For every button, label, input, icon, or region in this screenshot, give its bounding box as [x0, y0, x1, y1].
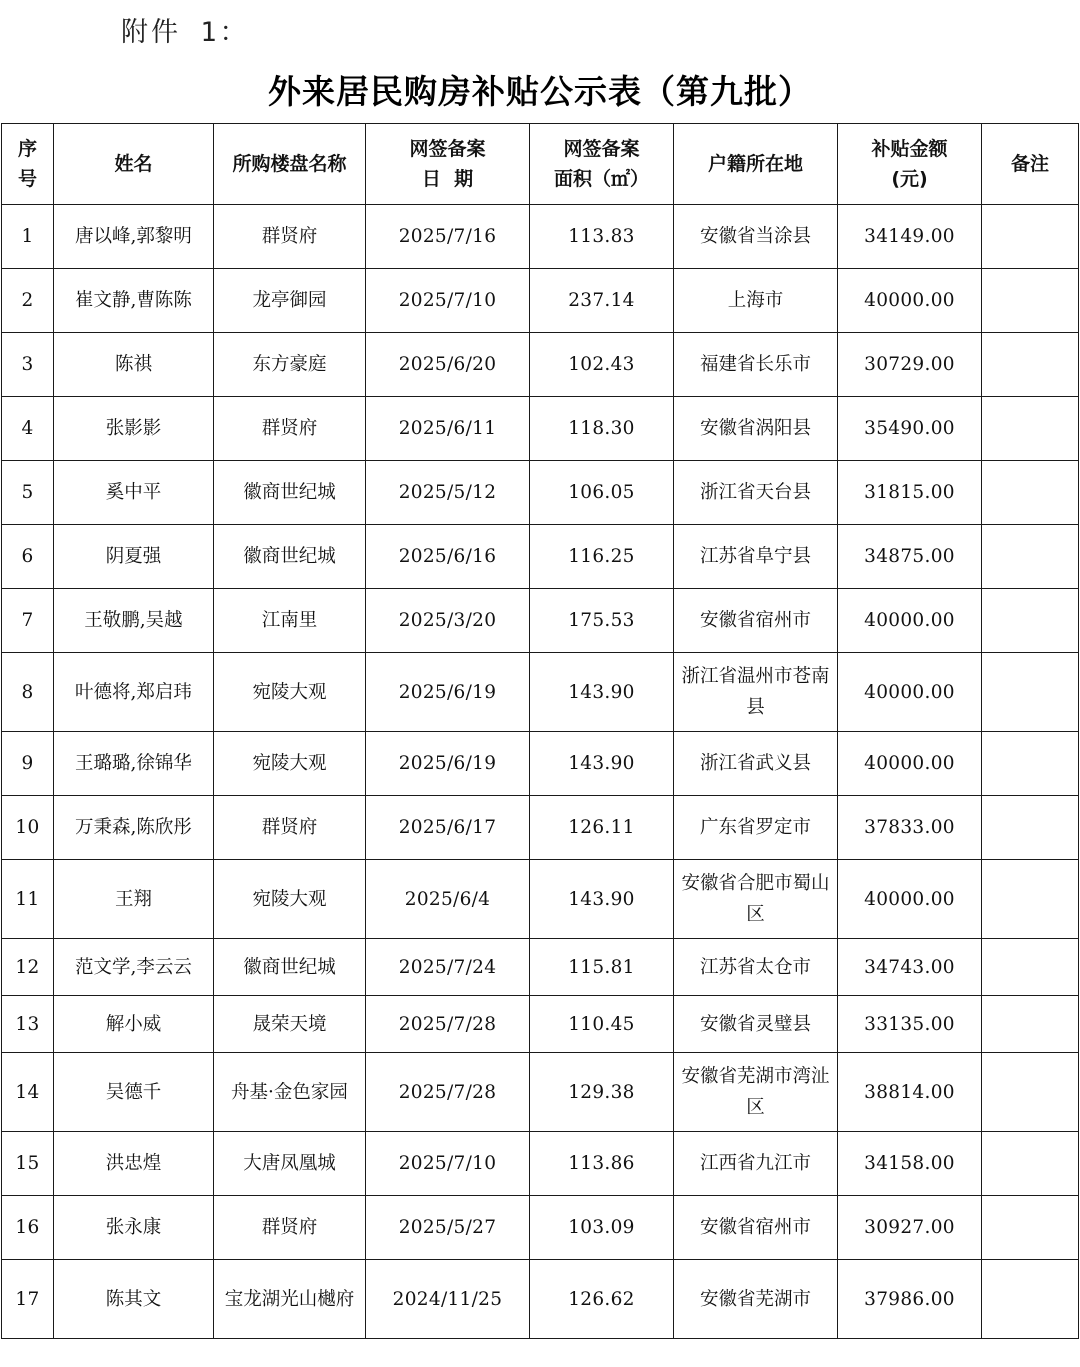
- cell-amount: 40000.00: [838, 589, 982, 653]
- table-row: [2, 205, 1079, 269]
- cell-amount: 35490.00: [838, 397, 982, 461]
- cell-date: 2025/7/16: [366, 205, 530, 269]
- cell-remark: [982, 796, 1079, 860]
- cell-project: 徽商世纪城: [214, 525, 366, 589]
- cell-amount: 33135.00: [838, 996, 982, 1053]
- cell-remark: [982, 397, 1079, 461]
- cell-date: 2025/5/27: [366, 1196, 530, 1260]
- cell-name: 崔文静,曹陈陈: [54, 269, 214, 333]
- cell-area: 143.90: [530, 653, 674, 732]
- cell-amount: 34158.00: [838, 1132, 982, 1196]
- header-amount: [838, 124, 982, 205]
- cell-amount: 40000.00: [838, 269, 982, 333]
- cell-project: 群贤府: [214, 205, 366, 269]
- header-area: [530, 124, 674, 205]
- cell-index: 6: [2, 525, 54, 589]
- cell-area: 110.45: [530, 996, 674, 1053]
- cell-date: 2025/6/20: [366, 333, 530, 397]
- cell-index: 10: [2, 796, 54, 860]
- cell-remark: [982, 333, 1079, 397]
- cell-name: 万秉森,陈欣彤: [54, 796, 214, 860]
- cell-project: 舟基·金色家园: [214, 1053, 366, 1132]
- cell-index: 3: [2, 333, 54, 397]
- cell-date: 2025/6/4: [366, 860, 530, 939]
- cell-name: 叶德将,郑启玮: [54, 653, 214, 732]
- subsidy-table: [1, 123, 1079, 1339]
- cell-remark: [982, 732, 1079, 796]
- cell-hukou: 浙江省天台县: [674, 461, 838, 525]
- table-row: [2, 860, 1079, 939]
- cell-hukou: 江苏省太仓市: [674, 939, 838, 996]
- table-row: [2, 589, 1079, 653]
- cell-date: 2025/7/10: [366, 269, 530, 333]
- header-date: [366, 124, 530, 205]
- cell-index: 15: [2, 1132, 54, 1196]
- cell-amount: 38814.00: [838, 1053, 982, 1132]
- cell-remark: [982, 996, 1079, 1053]
- table-row: [2, 653, 1079, 732]
- cell-date: 2025/6/17: [366, 796, 530, 860]
- header-index-line2: 号: [17, 168, 37, 190]
- cell-hukou: 浙江省武义县: [674, 732, 838, 796]
- cell-name: 吴德千: [54, 1053, 214, 1132]
- cell-name: 王璐璐,徐锦华: [54, 732, 214, 796]
- table-row: [2, 525, 1079, 589]
- cell-amount: 34743.00: [838, 939, 982, 996]
- table-row: [2, 1260, 1079, 1339]
- cell-area: 126.11: [530, 796, 674, 860]
- cell-area: 106.05: [530, 461, 674, 525]
- cell-hukou: 安徽省涡阳县: [674, 397, 838, 461]
- table-row: [2, 461, 1079, 525]
- header-row: [2, 124, 1079, 205]
- cell-name: 唐以峰,郭黎明: [54, 205, 214, 269]
- cell-hukou: 安徽省芜湖市湾沚区: [674, 1053, 838, 1132]
- cell-name: 奚中平: [54, 461, 214, 525]
- cell-name: 陈祺: [54, 333, 214, 397]
- cell-name: 张影影: [54, 397, 214, 461]
- cell-project: 群贤府: [214, 1196, 366, 1260]
- cell-project: 东方豪庭: [214, 333, 366, 397]
- cell-name: 洪忠煌: [54, 1132, 214, 1196]
- header-project: 所购楼盘名称: [214, 124, 366, 205]
- cell-date: 2025/7/24: [366, 939, 530, 996]
- cell-name: 阴夏强: [54, 525, 214, 589]
- cell-area: 118.30: [530, 397, 674, 461]
- cell-index: 4: [2, 397, 54, 461]
- cell-remark: [982, 860, 1079, 939]
- cell-project: 宛陵大观: [214, 860, 366, 939]
- cell-remark: [982, 589, 1079, 653]
- table-row: [2, 939, 1079, 996]
- cell-remark: [982, 461, 1079, 525]
- header-date-line1: 网签备案: [409, 138, 486, 160]
- cell-area: 175.53: [530, 589, 674, 653]
- cell-date: 2025/5/12: [366, 461, 530, 525]
- cell-remark: [982, 1196, 1079, 1260]
- cell-area: 143.90: [530, 732, 674, 796]
- header-index: [2, 124, 54, 205]
- cell-date: 2025/6/19: [366, 653, 530, 732]
- table-row: [2, 1132, 1079, 1196]
- cell-name: 王翔: [54, 860, 214, 939]
- cell-hukou: 安徽省宿州市: [674, 1196, 838, 1260]
- cell-hukou: 福建省长乐市: [674, 333, 838, 397]
- cell-hukou: 上海市: [674, 269, 838, 333]
- cell-project: 江南里: [214, 589, 366, 653]
- cell-project: 龙亭御园: [214, 269, 366, 333]
- cell-remark: [982, 1260, 1079, 1339]
- cell-amount: 31815.00: [838, 461, 982, 525]
- cell-remark: [982, 525, 1079, 589]
- cell-amount: 34149.00: [838, 205, 982, 269]
- header-amount-line2: (元): [891, 168, 928, 190]
- cell-project: 晟荣天境: [214, 996, 366, 1053]
- cell-remark: [982, 939, 1079, 996]
- cell-date: 2025/3/20: [366, 589, 530, 653]
- header-hukou: 户籍所在地: [674, 124, 838, 205]
- cell-area: 113.83: [530, 205, 674, 269]
- cell-index: 11: [2, 860, 54, 939]
- cell-project: 宛陵大观: [214, 653, 366, 732]
- cell-date: 2025/6/16: [366, 525, 530, 589]
- cell-remark: [982, 205, 1079, 269]
- cell-index: 5: [2, 461, 54, 525]
- cell-remark: [982, 653, 1079, 732]
- cell-hukou: 江西省九江市: [674, 1132, 838, 1196]
- cell-remark: [982, 1132, 1079, 1196]
- table-row: [2, 732, 1079, 796]
- cell-hukou: 安徽省合肥市蜀山区: [674, 860, 838, 939]
- cell-hukou: 广东省罗定市: [674, 796, 838, 860]
- cell-amount: 40000.00: [838, 732, 982, 796]
- cell-amount: 37986.00: [838, 1260, 982, 1339]
- cell-area: 103.09: [530, 1196, 674, 1260]
- attachment-label: 附件 1：: [121, 17, 250, 48]
- cell-name: 解小威: [54, 996, 214, 1053]
- cell-index: 9: [2, 732, 54, 796]
- table-row: [2, 996, 1079, 1053]
- cell-index: 7: [2, 589, 54, 653]
- cell-project: 宛陵大观: [214, 732, 366, 796]
- cell-index: 13: [2, 996, 54, 1053]
- cell-area: 113.86: [530, 1132, 674, 1196]
- cell-date: 2025/7/10: [366, 1132, 530, 1196]
- cell-date: 2025/7/28: [366, 1053, 530, 1132]
- cell-amount: 40000.00: [838, 653, 982, 732]
- cell-name: 陈其文: [54, 1260, 214, 1339]
- cell-area: 126.62: [530, 1260, 674, 1339]
- header-date-line2: 日 期: [421, 168, 474, 190]
- cell-date: 2024/11/25: [366, 1260, 530, 1339]
- cell-project: 大唐凤凰城: [214, 1132, 366, 1196]
- cell-name: 范文学,李云云: [54, 939, 214, 996]
- table-row: [2, 269, 1079, 333]
- cell-project: 群贤府: [214, 796, 366, 860]
- cell-hukou: 浙江省温州市苍南县: [674, 653, 838, 732]
- cell-hukou: 安徽省宿州市: [674, 589, 838, 653]
- cell-project: 徽商世纪城: [214, 461, 366, 525]
- table-row: [2, 333, 1079, 397]
- cell-amount: 34875.00: [838, 525, 982, 589]
- cell-index: 17: [2, 1260, 54, 1339]
- header-index-line1: 序: [17, 138, 37, 160]
- cell-index: 8: [2, 653, 54, 732]
- table-row: [2, 1196, 1079, 1260]
- cell-hukou: 江苏省阜宁县: [674, 525, 838, 589]
- cell-date: 2025/6/11: [366, 397, 530, 461]
- cell-amount: 30927.00: [838, 1196, 982, 1260]
- cell-area: 129.38: [530, 1053, 674, 1132]
- cell-project: 徽商世纪城: [214, 939, 366, 996]
- cell-hukou: 安徽省灵璧县: [674, 996, 838, 1053]
- cell-index: 2: [2, 269, 54, 333]
- cell-remark: [982, 1053, 1079, 1132]
- page-title: 外来居民购房补贴公示表（第九批）: [268, 72, 812, 111]
- cell-index: 16: [2, 1196, 54, 1260]
- cell-index: 12: [2, 939, 54, 996]
- cell-area: 116.25: [530, 525, 674, 589]
- cell-amount: 37833.00: [838, 796, 982, 860]
- cell-name: 张永康: [54, 1196, 214, 1260]
- header-name: 姓名: [54, 124, 214, 205]
- header-area-line1: 网签备案: [563, 138, 640, 160]
- cell-amount: 40000.00: [838, 860, 982, 939]
- cell-index: 1: [2, 205, 54, 269]
- cell-name: 王敬鹏,吴越: [54, 589, 214, 653]
- cell-amount: 30729.00: [838, 333, 982, 397]
- cell-area: 237.14: [530, 269, 674, 333]
- cell-hukou: 安徽省当涂县: [674, 205, 838, 269]
- cell-area: 143.90: [530, 860, 674, 939]
- cell-date: 2025/7/28: [366, 996, 530, 1053]
- table-row: [2, 397, 1079, 461]
- table-row: [2, 1053, 1079, 1132]
- cell-project: 宝龙湖光山樾府: [214, 1260, 366, 1339]
- cell-index: 14: [2, 1053, 54, 1132]
- cell-date: 2025/6/19: [366, 732, 530, 796]
- cell-remark: [982, 269, 1079, 333]
- header-area-line2: 面积（㎡）: [553, 168, 649, 190]
- table-body: [2, 205, 1079, 1339]
- cell-project: 群贤府: [214, 397, 366, 461]
- cell-area: 102.43: [530, 333, 674, 397]
- table-row: [2, 796, 1079, 860]
- cell-hukou: 安徽省芜湖市: [674, 1260, 838, 1339]
- cell-area: 115.81: [530, 939, 674, 996]
- header-amount-line1: 补贴金额: [871, 138, 948, 160]
- header-remark: 备注: [982, 124, 1079, 205]
